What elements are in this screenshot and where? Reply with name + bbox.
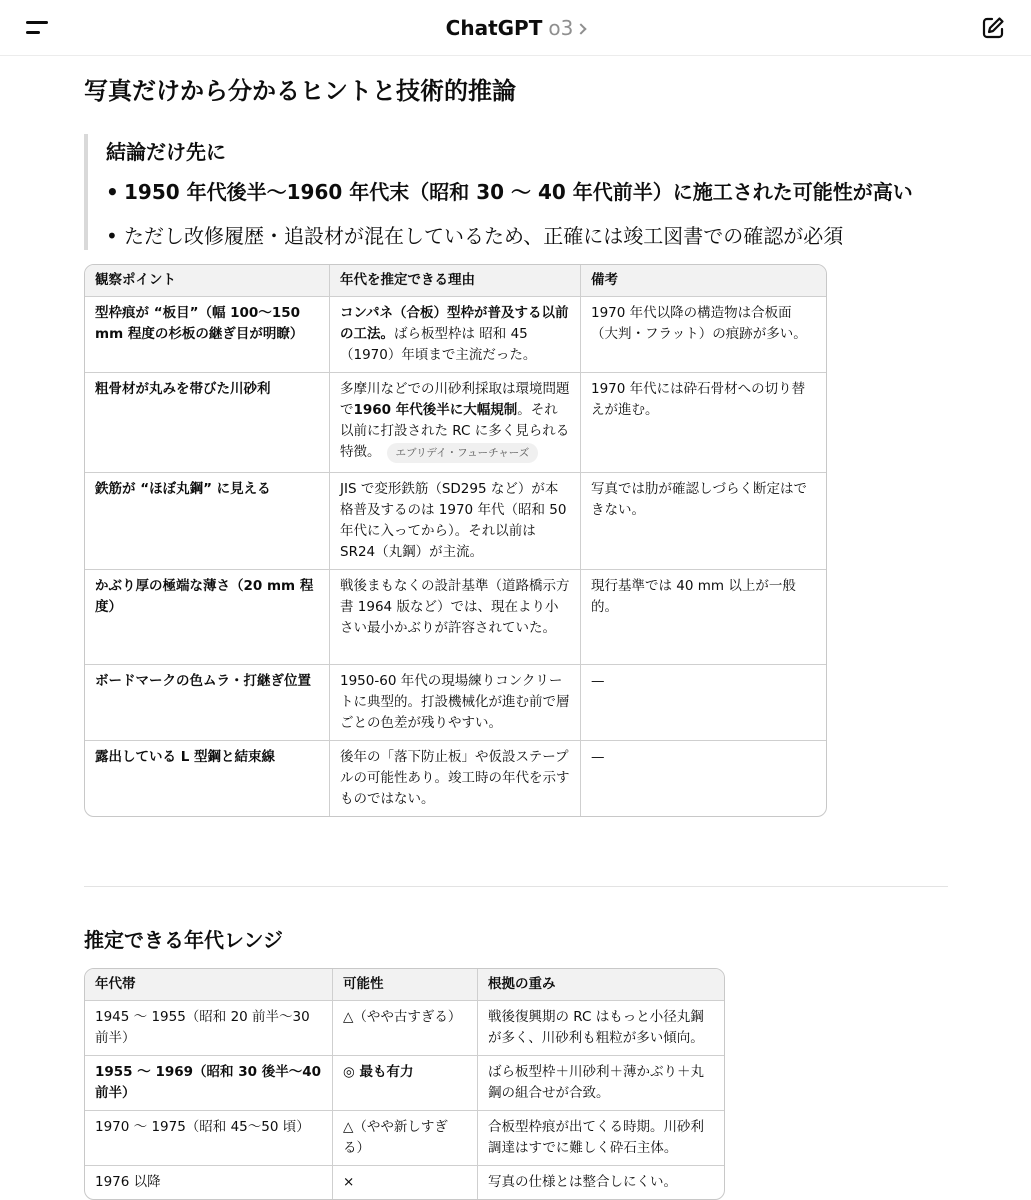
section-heading-hints: 写真だけから分かるヒントと技術的推論 [84, 77, 516, 105]
table-cell: — [581, 665, 826, 741]
citation-chip[interactable]: エブリデイ・フューチャーズ [387, 443, 539, 463]
section-heading-age-range: 推定できる年代レンジ [84, 928, 283, 952]
table-cell: × [333, 1166, 478, 1199]
table-row [85, 1001, 724, 1056]
table-cell: 1970 年代以降の構造物は合板面（大判・フラット）の痕跡が多い。 [581, 297, 826, 373]
table-row [85, 1056, 724, 1111]
conclusion-quote [84, 134, 944, 250]
age-range-table [84, 968, 725, 1200]
column-header: 年代を推定できる理由 [330, 265, 581, 297]
table-cell: ボードマークの色ムラ・打継ぎ位置 [85, 665, 330, 741]
observation-table [84, 264, 827, 817]
table-cell: 1950-60 年代の現場練りコンクリートに典型的。打設機械化が進む前で層ごとの色差が残りやすい。 [330, 665, 581, 741]
column-header: 可能性 [333, 969, 478, 1001]
table-cell: コンパネ（合板）型枠が普及する以前の工法。ばら板型枠は 昭和 45（1970）年頃まで主流だった。 [330, 297, 581, 373]
table-row [85, 665, 826, 741]
model-name: o3 [548, 16, 574, 40]
column-header: 年代帯 [85, 969, 333, 1001]
column-header: 備考 [581, 265, 826, 297]
quote-heading: 結論だけ先に [106, 140, 226, 164]
column-header: 観察ポイント [85, 265, 330, 297]
table-cell: 戦後復興期の RC はもっと小径丸鋼が多く、川砂利も粗粒が多い傾向。 [478, 1001, 724, 1056]
new-chat-icon[interactable] [979, 14, 1007, 42]
table-cell: 1976 以降 [85, 1166, 333, 1199]
table-cell: 写真の仕様とは整合しにくい。 [488, 1174, 677, 1190]
table-cell: 合板型枠痕が出てくる時期。川砂利調達はすでに難しく砕石主体。 [478, 1111, 724, 1166]
table-cell: ◎ 最も有力 [333, 1056, 478, 1111]
table-cell: 現行基準では 40 mm 以上が一般的。 [581, 570, 826, 665]
table-cell: 1955 〜 1969（昭和 30 後半〜40 前半） [85, 1056, 333, 1111]
table-cell: 後年の「落下防止板」や仮設ステープルの可能性あり。竣工時の年代を示すものではない。 [330, 741, 581, 816]
table-header-row [85, 265, 826, 297]
section-divider [84, 886, 948, 887]
table-cell: ばら板型枠＋川砂利＋薄かぶり＋丸鋼の組合せが合致。 [478, 1056, 724, 1111]
table-row [85, 741, 826, 816]
table-row [85, 297, 826, 373]
table-header-row [85, 969, 724, 1001]
quote-bullet: • ただし改修履歴・追設材が混在しているため、正確には竣工図書での確認が必須 [106, 224, 844, 248]
chevron-right-icon [576, 23, 587, 34]
table-cell: 粗骨材が丸みを帯びた川砂利 [85, 373, 330, 473]
table-cell: △（やや新しすぎる） [333, 1111, 478, 1166]
table-cell: 鉄筋が “ほぼ丸鋼” に見える [85, 473, 330, 570]
table-row [85, 373, 826, 473]
table-cell: 戦後まもなくの設計基準（道路橋示方書 1964 版など）では、現在より小さい最小かぶりが許容されていた。 [330, 570, 581, 665]
table-cell: 1970 年代には砕石骨材への切り替えが進む。 [581, 373, 826, 473]
column-header: 根拠の重み [478, 969, 724, 1001]
table-cell: JIS で変形鉄筋（SD295 など）が本格普及するのは 1970 年代（昭和 50 年代に入ってから）。それ以前は SR24（丸鋼）が主流。 [330, 473, 581, 570]
app-title: ChatGPT [445, 16, 543, 40]
table-row [85, 570, 826, 665]
table-row [85, 1166, 724, 1199]
table-cell: △（やや古すぎる） [333, 1001, 478, 1056]
table-cell: — [591, 749, 605, 765]
table-cell: 露出している L 型鋼と結束線 [85, 741, 330, 816]
table-row [85, 1111, 724, 1166]
table-cell: 1970 〜 1975（昭和 45〜50 頃） [85, 1111, 333, 1166]
table-cell: 写真では肋が確認しづらく断定はできない。 [581, 473, 826, 570]
table-cell: 型枠痕が “板目”（幅 100〜150 mm 程度の杉板の継ぎ目が明瞭） [85, 297, 330, 373]
table-cell: かぶり厚の極端な薄さ（20 mm 程度） [85, 570, 330, 665]
table-row [85, 473, 826, 570]
table-cell: 多摩川などでの川砂利採取は環境問題で1960 年代後半に大幅規制。それ以前に打設された RC に多く見られる特徴。 エブリデイ・フューチャーズ [330, 373, 581, 473]
quote-bullet: • 1950 年代後半〜1960 年代末（昭和 30 〜 40 年代前半）に施工された可能性が高い [106, 180, 913, 204]
top-bar [0, 0, 1031, 56]
table-cell: 1945 〜 1955（昭和 20 前半〜30 前半） [85, 1001, 333, 1056]
model-selector[interactable] [0, 14, 1031, 42]
